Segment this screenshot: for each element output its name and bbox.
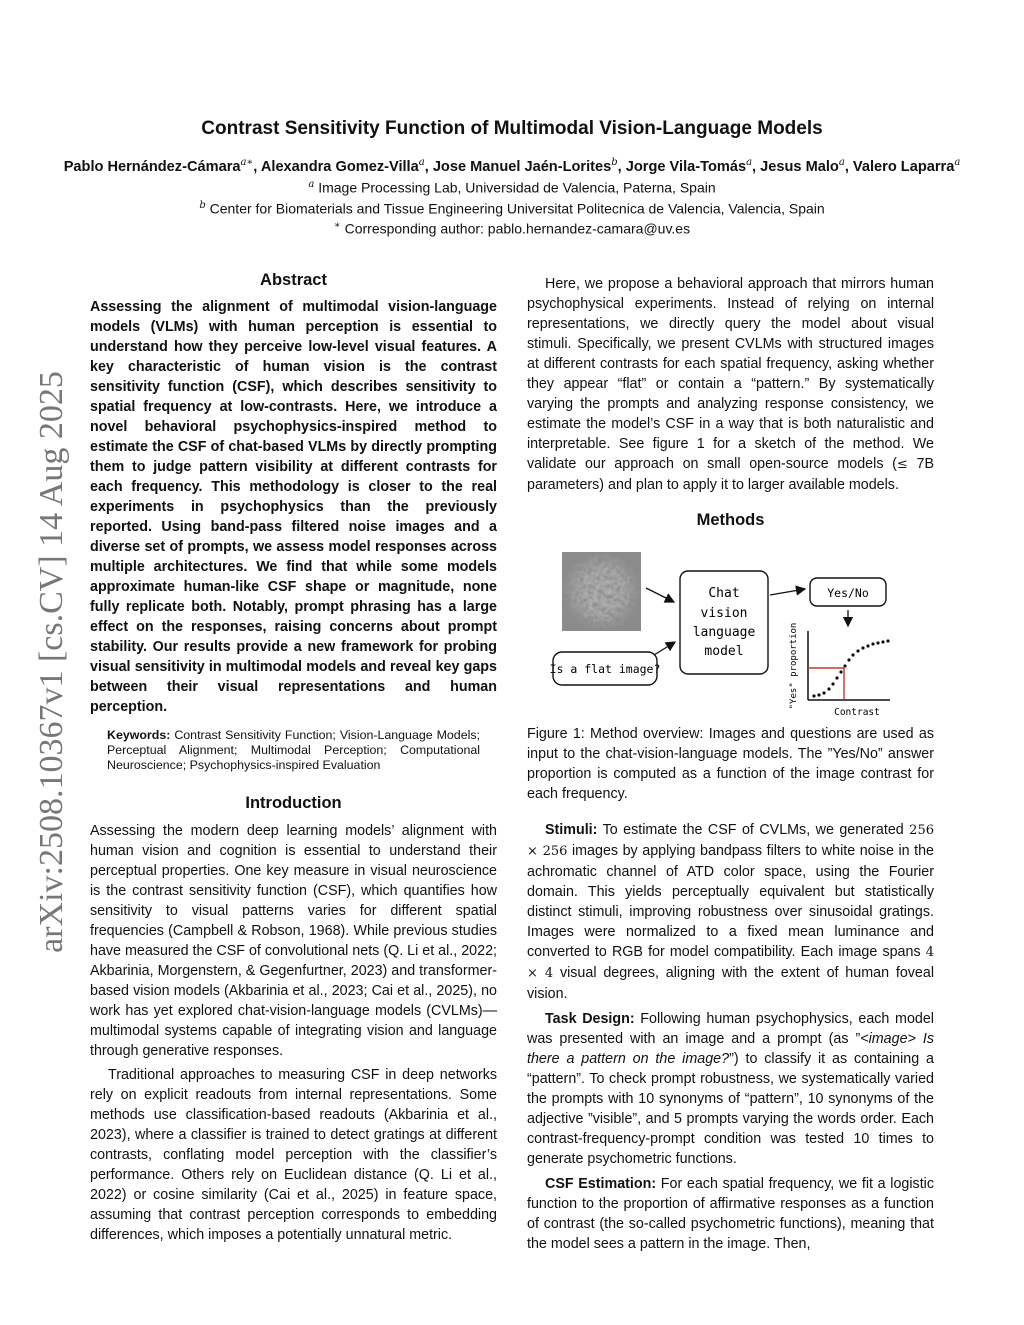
intro-paragraph: Assessing the modern deep learning models’ alignment with human vision and cognition is essential to understand their perceptual properties. One key measure in visual neuroscience is the contrast sensitivity function (CSF), which quantifies how sensitivity to visual patterns varies for different spatial frequencies (Campbell & Robson, 1968). While previous studies have measured the CSF of convolutional nets (Q. Li et al., 2022; Akbarinia, Morgenstern, & Gegenfurtner, 2023) and transformer-based vision models (Akbarinia et al., 2023; Cai et al., 2025), no work has yet explored chat-vision-language models (CVLMs)—multimodal systems capable of integrating vision and language through generative responses.: [90, 823, 497, 1059]
figure-caption: Figure 1: Method overview: Images and questions are used as input to the chat-vision-language models. The ”Yes/No” answer proportion is computed as a function of the image contrast for each frequency.: [527, 726, 934, 802]
csf-estimation-paragraph: CSF Estimation: For each spatial frequency, we fit a logistic function to the proportion of affirmative responses as a function of contrast (the so-called psychometric functions), meaning that the model sees a pattern in the image. Then,: [527, 1176, 934, 1252]
svg-text:Yes/No: Yes/No: [827, 586, 869, 600]
affiliation: $^a$ Image Processing Lab, Universidad de Valencia, Paterna, Spain: [308, 179, 716, 196]
svg-text:Is a flat image?: Is a flat image?: [549, 662, 661, 676]
introduction-body: [90, 821, 497, 1245]
introduction-heading: Introduction: [245, 794, 342, 812]
keywords: [107, 728, 480, 773]
plot-ylabel: "Yes" proportion: [789, 622, 799, 710]
author: Alexandra Gomez-Villa$^a$,: [260, 157, 433, 175]
svg-text:vision: vision: [700, 606, 748, 621]
abstract-heading: Abstract: [260, 271, 327, 289]
methods-heading: Methods: [696, 511, 765, 529]
author: Jorge Vila-Tomás$^a$,: [625, 157, 761, 175]
author: Jesus Malo$^a$,: [760, 157, 853, 175]
author: Valero Laparra$^a$: [852, 157, 961, 175]
keywords-text: Contrast Sensitivity Function; Vision-Language Models; Perceptual Alignment; Multimodal Perception; Computational Neuroscience; Psychophysics-inspired Evaluation: [107, 728, 480, 772]
stimulus-image: [562, 552, 641, 631]
stimuli-paragraph: Stimuli: To estimate the CSF of CVLMs, we generated 256 × 256 images by applying bandpass filters to white noise in the achromatic channel of ATD color space, using the Fourier domain. This yields perceptually equivalent but statistically distinct stimuli, improving robustness over sinusoidal gratings. Images were normalized to a fixed mean luminance and converted to RGB for model compatibility. Each image spans 4 × 4 visual degrees, aligning with the extent of human foveal vision.: [527, 822, 934, 1002]
intro-paragraph: Traditional approaches to measuring CSF in deep networks rely on explicit readouts from internal representations. Some methods use classification-based readouts (Akbarinia et al., 2023), where a classifier is trained to detect gratings at different contrasts, conflating model perception with the classifier’s performance. Others rely on Euclidean distance (Q. Li et al., 2022) or cosine similarity (Cai et al., 2025) in feature space, assuming that contrast perception corresponds to embedding differences, which imposes a potentially unnatural metric.: [90, 1067, 497, 1243]
abstract-text: Assessing the alignment of multimodal vision-language models (VLMs) with human perception is essential to understand how they perceive low-level visual features. A key characteristic of human vision is the contrast sensitivity function (CSF), which describes sensitivity to spatial frequency at low-contrasts. Here, we introduce a novel behavioral psychophysics-inspired method to estimate the CSF of chat-based VLMs by directly prompting them to judge pattern visibility at different contrasts for each frequency. This methodology is closer to the real experiments in psychophysics than the previously reported. Using band-pass filtered noise images and a diverse set of prompts, we assess model responses across multiple architectures. We find that while some models approximate human-like CSF shape or magnitude, none fully replicate both. Notably, prompt phrasing has a large effect on the responses, raising concerns about prompt stability. Our results provide a new framework for probing visual sensitivity in multimodal models and reveal key gaps between their visual representations and human perception.: [90, 299, 497, 715]
methods-body: [527, 820, 934, 1254]
arrow: [770, 589, 805, 595]
plot-xlabel: Contrast: [834, 707, 880, 718]
chat-model-box: [680, 571, 768, 674]
svg-text:model: model: [704, 644, 744, 659]
author-list: [0, 157, 1024, 175]
psychometric-plot: [789, 623, 890, 718]
svg-text:Chat: Chat: [708, 586, 740, 601]
author: Jose Manuel Jaén-Lorites$^b$,: [432, 157, 626, 175]
task-design-paragraph: Task Design: Following human psychophysics, each model was presented with an image and a prompt (as ”<image> Is there a pattern on the image?”) to classify it as containing a “pattern”. To check prompt robustness, we systematically varied the prompts with 10 synonyms of “pattern”, 10 synonyms of the adjective ”visible”, and 5 prompts varying the words order. Each contrast-frequency-prompt condition was tested 10 times to generate psychometric functions.: [527, 1011, 935, 1167]
arrow: [654, 642, 675, 655]
question-bubble: [550, 652, 661, 685]
svg-text:language: language: [692, 625, 756, 640]
keywords-label: Keywords:: [107, 728, 171, 742]
author: Pablo Hernández-Cámara$^{a∗}$,: [63, 157, 261, 175]
arxiv-side-label: arXiv:2508.10367v1 [cs.CV] 14 Aug 2025: [33, 371, 70, 953]
corresponding-author: ∗ Corresponding author: pablo.hernandez-camara@uv.es: [333, 220, 691, 237]
arrow: [646, 588, 674, 602]
paper-title: Contrast Sensitivity Function of Multimodal Vision-Language Models: [201, 118, 823, 139]
abstract-body: [90, 297, 497, 717]
intro-continued: Here, we propose a behavioral approach that mirrors human psychophysical experiments. Instead of relying on internal representations, we directly query the model about visual stimuli. Specifically, we present CVLMs with structured images at different contrasts for each spatial frequency, asking whether they appear “flat” or contain a “pattern.” By systematically varying the prompts and analyzing response consistency, we estimate the model’s CSF in a way that is both naturalistic and interpretable. See figure 1 for a sketch of the method. We validate our approach on small open-source models (≤ 7B parameters) and plan to apply it to larger available models.: [527, 276, 934, 493]
method-overview-figure: [548, 540, 918, 722]
affiliation: $^b$ Center for Biomaterials and Tissue Engineering Universitat Politecnica de Valencia, Valencia, Spain: [199, 200, 825, 217]
answer-box: [810, 578, 886, 606]
